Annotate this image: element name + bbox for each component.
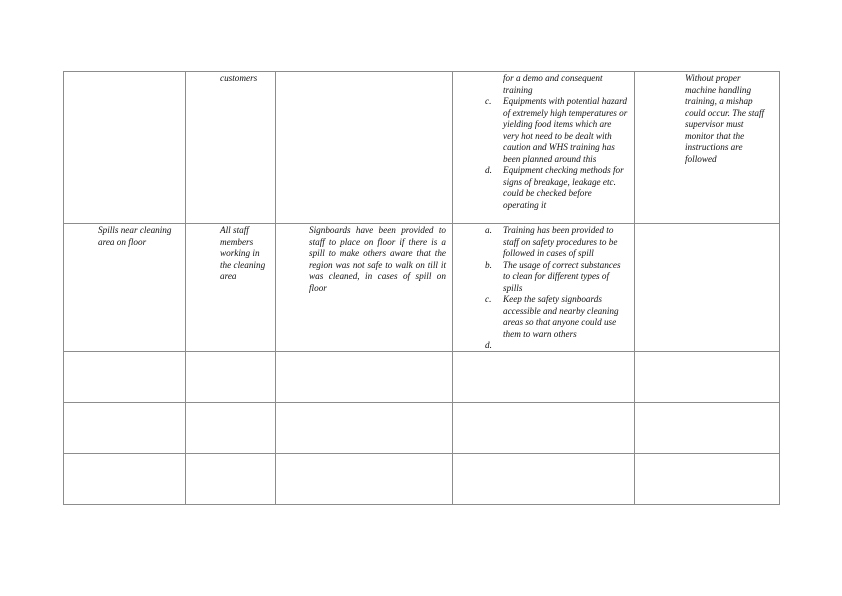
list-item: c. Keep the safety signboards accessible and nearby cleaning areas so that anyone could use them to warn others xyxy=(485,294,619,339)
empty-cell xyxy=(276,352,453,403)
controls-list xyxy=(485,96,628,211)
empty-cell xyxy=(64,352,186,403)
controls-list: a. Training has been provided to staff on safety procedures to be followed in cases of spill b. The usage of correct substances to clean for different types of spills c. Keep the safety signboards accessible and nearby cleaning areas so that anyone could use them to warn others d. xyxy=(485,225,628,340)
hazard-cell: Spills near cleaning area on floor xyxy=(64,224,186,352)
risk-assessment-table xyxy=(63,71,780,505)
empty-cell xyxy=(186,454,276,505)
control-continuation: for a demo and consequent training xyxy=(503,73,603,95)
empty-cell xyxy=(186,352,276,403)
empty-cell xyxy=(276,403,453,454)
existing-controls-cell xyxy=(276,72,453,224)
empty-cell xyxy=(635,352,780,403)
further-controls-cell xyxy=(453,72,635,224)
existing-controls-cell: Signboards have been provided to staff to place on floor if there is a spill to make others aware that the region was not safe to walk on till it was cleaned, in cases of spill on floor xyxy=(276,224,453,352)
further-controls-cell xyxy=(453,224,635,352)
list-item: c. Equipments with potential hazard of extremely high temperatures or yielding food items which are very hot need to be dealt with caution and WHS training has been planned around this xyxy=(485,96,628,164)
hazard-cell xyxy=(64,72,186,224)
table-row xyxy=(64,352,780,403)
list-item: b. The usage of correct substances to clean for different types of spills xyxy=(485,259,621,293)
empty-cell xyxy=(453,454,635,505)
comments-cell xyxy=(635,224,780,352)
table-row xyxy=(64,454,780,505)
comments-cell: Without proper machine handling training, a mishap could occur. The staff supervisor must monitor that the instructions are followed xyxy=(635,72,780,224)
empty-cell xyxy=(276,454,453,505)
empty-cell xyxy=(635,454,780,505)
empty-cell xyxy=(453,403,635,454)
table-row xyxy=(64,224,780,352)
list-item: d. Equipment checking methods for signs of breakage, leakage etc. could be checked before operating it xyxy=(485,165,624,210)
affected-cell: customers xyxy=(186,72,276,224)
empty-cell xyxy=(453,352,635,403)
empty-cell xyxy=(186,403,276,454)
empty-cell xyxy=(64,454,186,505)
empty-cell xyxy=(635,403,780,454)
affected-cell: All staff members working in the cleaning area xyxy=(186,224,276,352)
list-item: a. Training has been provided to staff on safety procedures to be followed in cases of spill xyxy=(485,225,618,258)
table-row xyxy=(64,72,780,224)
table-row xyxy=(64,403,780,454)
empty-cell xyxy=(64,403,186,454)
